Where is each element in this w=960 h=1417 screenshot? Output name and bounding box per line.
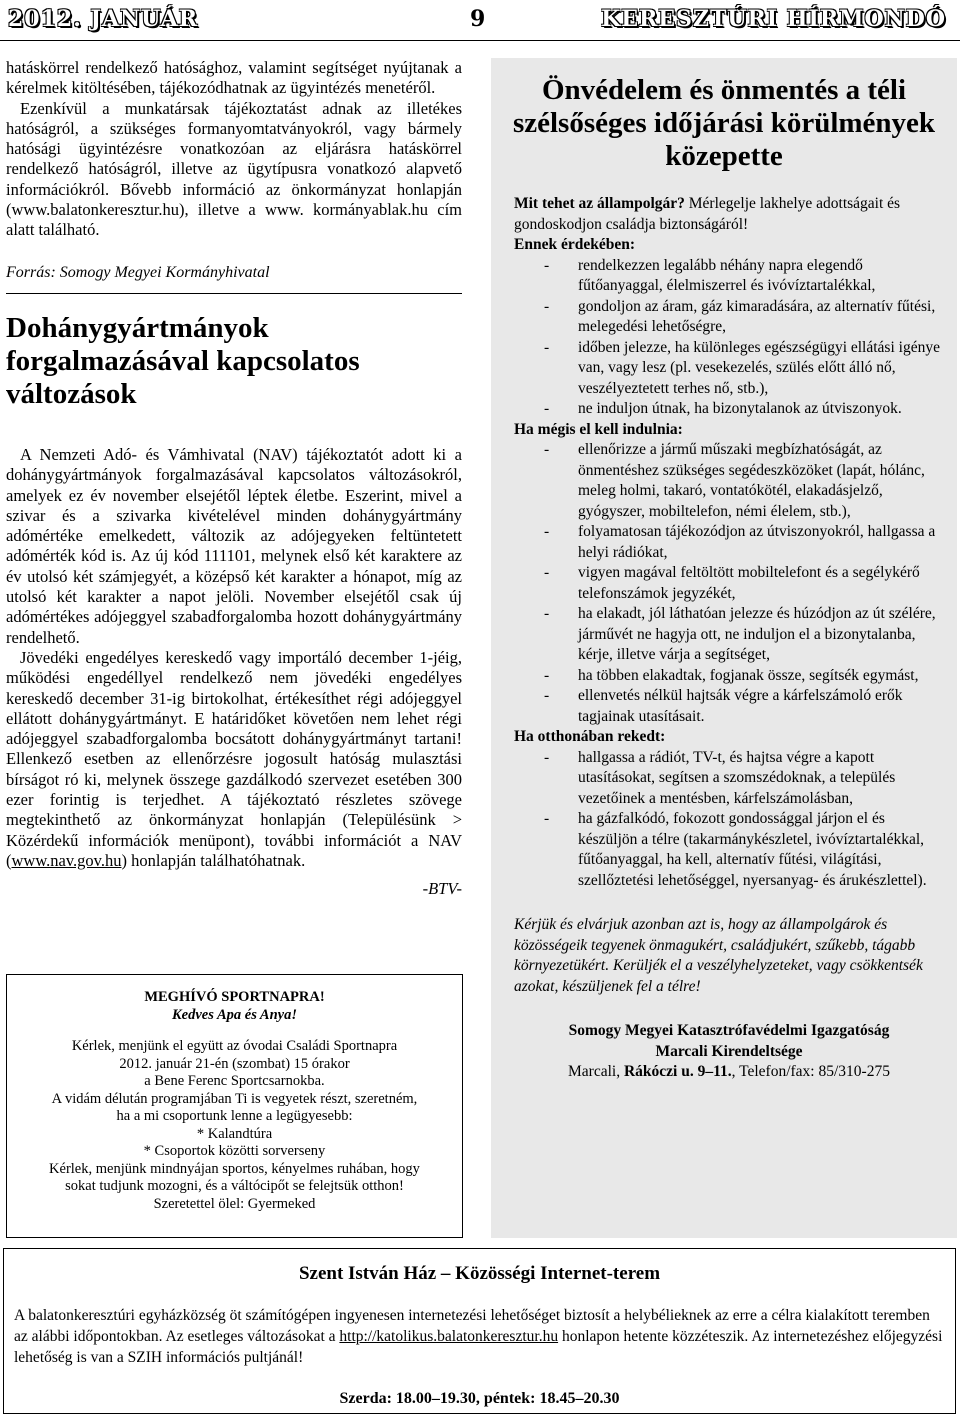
list-item: - ha gázfalkódó, fokozott gondossággal járjon el és készüljön a télre (takarmánykészletel, ivóvíztartalékkal, fűtőanyaggal, ha kell, alternatív fűtési, világítási, szellőztetési lehetőséggel, nyersanyag- és árukészlettel). [544, 810, 927, 889]
list-item: - ha elakadt, jól láthatóan jelezze és húzódjon az út szélére, járművét ne hagyja ott, ne induljon el a bizonytalanba, kérje, illetve várja a segítséget, [544, 605, 936, 663]
list-item: - ellenvetés nélkül hajtsák végre a kárfelszámoló erők tagjainak utasításait. [544, 687, 903, 725]
internet-room-notice [3, 1248, 956, 1414]
paragraph: A Nemzeti Adó- és Vámhivatal (NAV) tájékoztatót adott ki a dohánygyártmányok forgalmazásával kapcsolatos változásokról, amelyek ez év november elsejétől léptek életbe. Eszerint, mivel a szivar és a szivarka kivételével minden dohánygyártmány adómértéke emelkedett, változik az adójegyeken feltüntetett adómérték kód is. Az új kód 111101, melynek első két karaktere az év utolsó két számjegyét, a középső két karakter a hónapot, míg az utolsó két karakter a napot jelöli. November elsejétől csak új adómértékes adójeggyel szabadforgalomba hozott dohánygyártmány rendelhető. [6, 444, 462, 647]
closing-text: Kérjük és elvárjuk azonban azt is, hogy az állampolgárok és közösségeik tegyenek önmagukért, családjukért, szűkebb, tágabb környezetükért. Kerüljék el a veszélyhelyzeteket, vagy csökkentsék azokat, készüljenek fel a télre! [514, 916, 923, 995]
list-item: - ha többen elakadtak, fogjanak össze, segítsék egymást, [544, 666, 919, 684]
invitation-line: Szeretettel ölel: Gyermeked [153, 1195, 316, 1212]
notice-text: A balatonkeresztúri egyházközség öt számítógépen ingyenesen internetezési lehetőséget biztosít a helybélieknek az erre a célra kialakított teremben az alábbi időpontokban. Az esetleges változásokat a http://katolikus.balatonkeresztur.hu honlapon hetente közzéteszik. Az internetezéshez előjegyzési lehetőség is van a SZIH információs pultjánál! [14, 1307, 943, 1366]
paragraph: Ezenkívül a munkatársak tájékoztatást adnak az illetékes hatóságról, a szükséges formanyomtatványokról, vagy bármely hatósági ügyintézésre vonatkozóan az eljárásra hatáskörrel rendelkező hatóságról, illetve az ügytípusra vonatkozó alapvető információkról. Bővebb információ az önkormányzat honlapján (www.balatonkeresztur.hu), illetve a www. kormányablak.hu cím alatt található. [6, 98, 462, 240]
article-heading: Önvédelem és önmentés a téli szélsőséges időjárási körülmények közepette [512, 74, 936, 172]
article-body [514, 194, 944, 1083]
list-item: - folyamatosan tájékozódjon az útviszonyokról, hallgassa a helyi rádiókat, [544, 523, 936, 561]
list-item: - ellenőrizze a jármű műszaki megbízhatóságát, az önmentéshez szükséges segédeszközöket (lapát, hólánc, meleg holmi, takaró, vontatókötél, elakadásjelző, gyógyszer, mobiltelefon, némi élelem, stb.), [544, 441, 925, 520]
publication-title: KERESZTÚRI HÍRMONDÓ [601, 6, 946, 32]
opening-hours: Szerda: 18.00–19.30, péntek: 18.45–20.30 [339, 1390, 620, 1407]
notice-title: Szent István Ház – Közösségi Internet-terem [298, 1263, 661, 1284]
section-title: Ennek érdekében: [514, 236, 635, 253]
paragraph: hatáskörrel rendelkező hatósághoz, valamint segítséget nyújtanak a kérelmek kitöltésében, tájékozódhatnak az ügyintézés menetéről. [6, 58, 462, 98]
divider [6, 293, 462, 294]
invitation-title: MEGHÍVÓ SPORTNAPRA! [144, 989, 325, 1005]
invitation-line: * Csoportok közötti sorverseny [143, 1143, 326, 1159]
invitation-line: * Kalandtúra [196, 1125, 273, 1142]
intro: Mit tehet az állampolgár? Mérlegelje lakhelye adottságait és gondoskodjon családja biztonságáról! [514, 195, 901, 233]
right-column-box [491, 58, 957, 1238]
invitation-line: A vidám délután programjában Ti is vegyetek részt, szeretném, [51, 1090, 418, 1107]
list-item: - vigyen magával feltöltött mobiltelefont és a segélykérő telefonszámok jegyzékét, [544, 564, 920, 602]
invitation-subtitle: Kedves Apa és Anya! [172, 1006, 297, 1023]
list-item: - rendelkezzen legalább néhány napra elegendő fűtőanyaggal, élelmiszerrel és ivóvíztartalékkal, [544, 256, 876, 294]
invitation-line: 2012. január 21-én (szombat) 15 órakor [119, 1055, 350, 1072]
nav-link[interactable]: www.nav.gov.hu [11, 850, 122, 870]
section-title: Ha mégis el kell indulnia: [514, 420, 683, 438]
invitation-line: sokat tudjunk mozogni, és a váltócipőt se felejtsük otthon! [65, 1178, 404, 1194]
invitation-line: a Bene Ferenc Sportcsarnokba. [144, 1073, 325, 1089]
header-rule [0, 40, 960, 41]
invitation-line: Kérlek, menjünk mindnyájan sportos, kényelmes ruhában, hogy [49, 1160, 420, 1177]
author-signature: -BTV- [422, 879, 462, 899]
parish-website-link[interactable]: http://katolikus.balatonkeresztur.hu [339, 1328, 559, 1345]
article-heading: Dohánygyártmányok forgalmazásával kapcsolatos változások [6, 311, 360, 410]
header-date: 2012. JANUÁR [8, 6, 198, 32]
section-title: Ha otthonában rekedt: [514, 728, 666, 745]
page-number: 9 [470, 6, 487, 32]
invitation-line: ha a mi csoportunk lenne a legügyesebb: [116, 1108, 353, 1124]
invitation-line: Kérlek, menjünk el együtt az óvodai Családi Sportnapra [71, 1038, 398, 1054]
paragraph: Jövedéki engedélyes kereskedő vagy importáló december 1-jéig, működési engedéllyel rendelkező nem jövedéki engedélyes kereskedő december 31-ig birtokolhat, értékesíthet régi adójeggyel ellátott dohánygyártmányt. E határidőket követően nem lehet régi adójeggyel szabadforgalomba bocsátott dohánygyártmányt tartani! Ellenkező esetben az ellenőrzésre jogosult hatóság mulasztási bírságot ró ki, melynek összege gazdálkodó szervezet esetében 300 ezer forintig is terjedhet. A tájékoztató részletes szövege megtekinthető az önkormányzat honlapján (Településünk > Közérdekű információk menüpont), további információt a NAV (www.nav.gov.hu) honlapján találhatóhatnak. [6, 647, 462, 870]
left-column [6, 58, 462, 900]
page-header [0, 6, 960, 42]
organization-signature: Somogy Megyei Katasztrófavédelmi Igazgatóság Marcali Kirendeltsége Marcali, Rákóczi u. 9–11., Telefon/fax: 85/310-275 [568, 1022, 890, 1080]
list-item: - ne induljon útnak, ha bizonytalanok az útviszonyok. [544, 400, 902, 417]
sports-day-invitation [6, 974, 463, 1238]
list-item: - időben jelezze, ha különleges egészségügyi ellátási igénye van, vagy lesz (pl. vesekezelés, szülés előtt álló nő, veszélyeztetett terhes nő, stb.), [544, 338, 940, 397]
article-source: Forrás: Somogy Megyei Kormányhivatal [6, 263, 270, 281]
list-item: - hallgassa a rádiót, TV-t, és hajtsa végre a kapott utasításokat, segítsen a szomszédoknak, a település vezetőinek a mentésben, kárfelszámolásban, [544, 748, 896, 807]
list-item: - gondoljon az áram, gáz kimaradására, az alternatív fűtési, melegedési lehetőségre, [544, 297, 936, 335]
